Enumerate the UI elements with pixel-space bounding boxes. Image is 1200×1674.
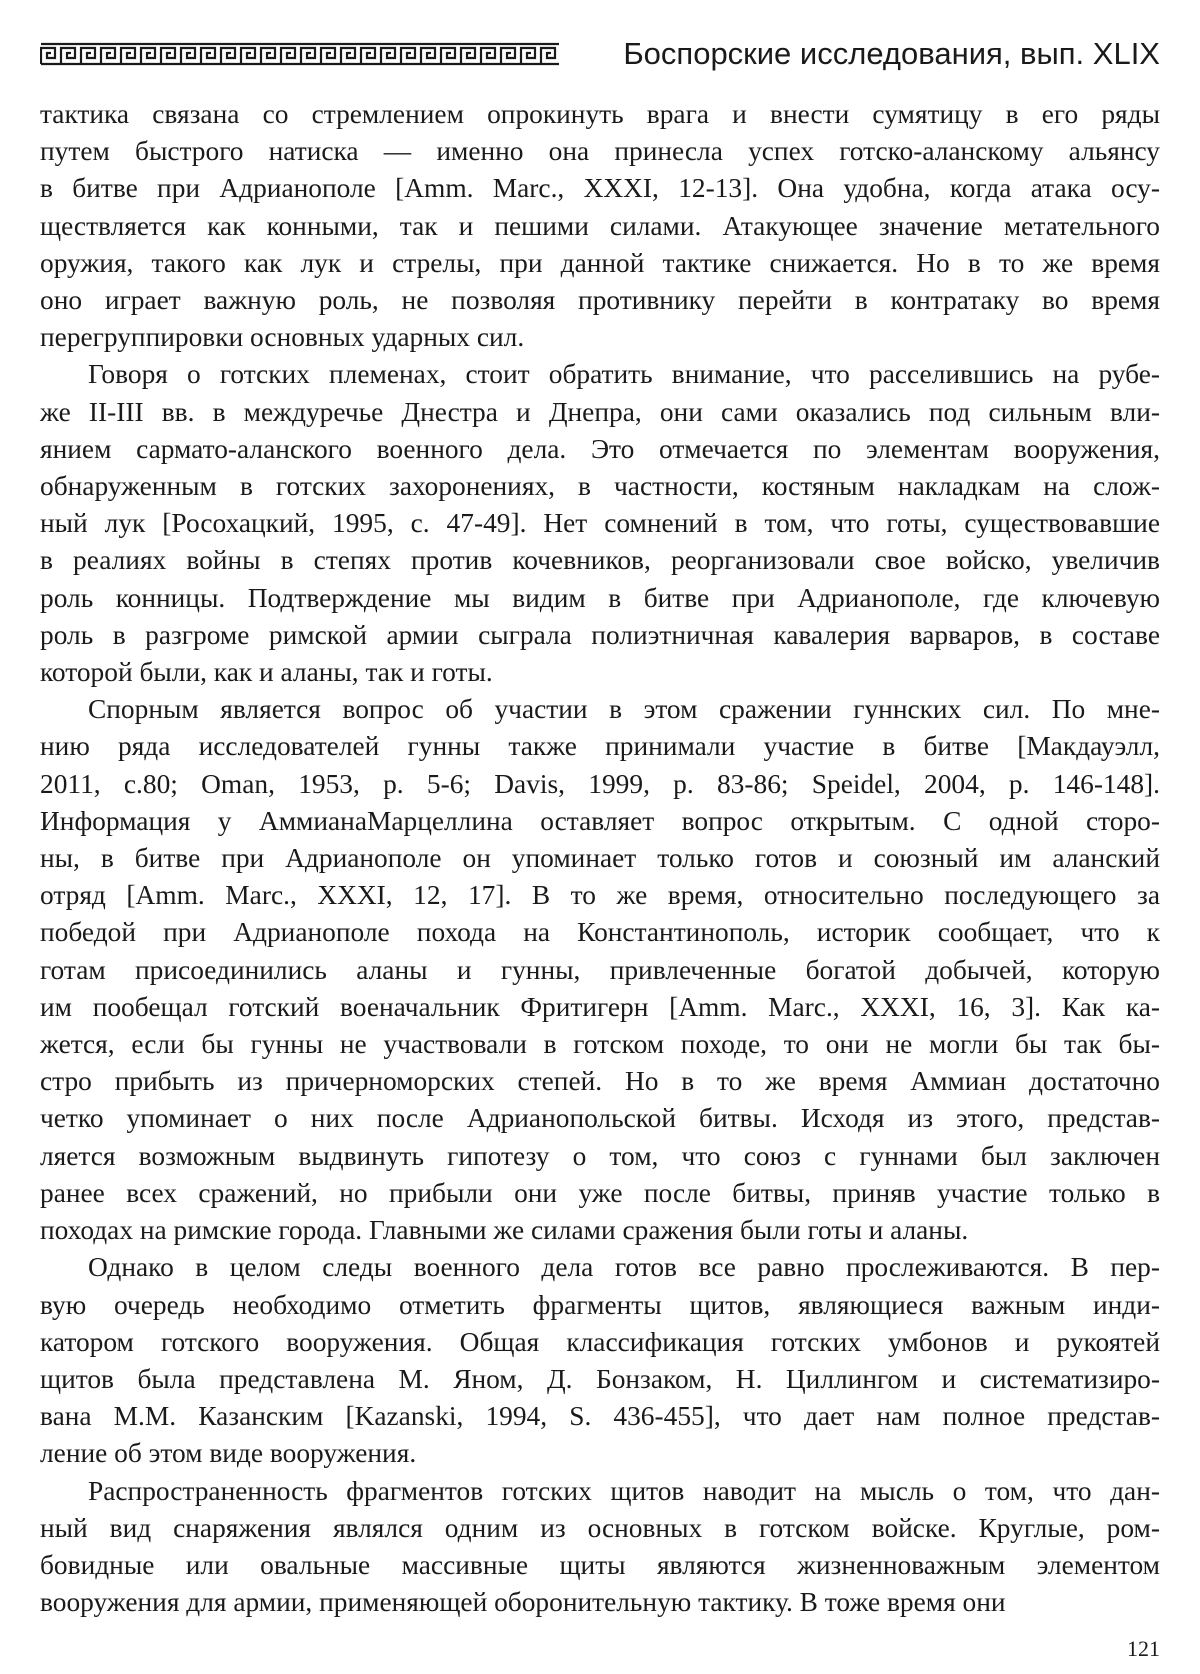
text-line: в реалиях войны в степях против кочевников, реорганизовали свое войско, увеличив xyxy=(40,545,1160,576)
text-line: роль конницы. Подтверждение мы видим в битве при Адрианополе, где ключевую xyxy=(40,582,1160,613)
meander-unit xyxy=(61,48,75,64)
meander-unit xyxy=(181,48,195,64)
meander-unit xyxy=(41,48,55,64)
text-line: отряд [Amm. Marc., XXXI, 12, 17]. В то же время, относительно последующего за xyxy=(40,880,1160,911)
meander-unit xyxy=(541,48,555,64)
meander-unit xyxy=(81,48,95,64)
text-line: вооружения для армии, применяющей оборонительную тактику. В тоже время они xyxy=(40,1587,1006,1618)
text-line: стро прибыть из причерноморских степей. Но в то же время Аммиан достаточно xyxy=(40,1066,1160,1097)
text-line: путем быстрого натиска — именно она принесла успех готско-аланскому альянсу xyxy=(40,136,1160,167)
meander-unit xyxy=(261,48,275,64)
meander-unit xyxy=(101,48,115,64)
meander-unit xyxy=(241,48,255,64)
text-line: походах на римские города. Главными же силами сражения были готы и аланы. xyxy=(40,1215,969,1246)
text-line: ранее всех сражений, но прибыли они уже после битвы, приняв участие только в xyxy=(40,1177,1160,1208)
text-line: Однако в целом следы военного дела готов все равно прослеживаются. В пер- xyxy=(88,1252,1160,1283)
text-line: ны, в битве при Адрианополе он упоминает только готов и союзный им аланский xyxy=(40,843,1160,874)
text-line: готам присоединились аланы и гунны, привлеченные богатой добычей, которую xyxy=(40,954,1160,985)
text-line: жется, если бы гунны не участвовали в готском походе, то они не могли бы так бы- xyxy=(40,1029,1160,1060)
text-line: четко упоминает о них после Адрианопольской битвы. Исходя из этого, представ- xyxy=(40,1103,1160,1134)
text-line: вую очередь необходимо отметить фрагменты щитов, являющиеся важным инди- xyxy=(40,1289,1160,1320)
text-line: щитов была представлена М. Яном, Д. Бонзаком, Н. Циллингом и систематизиро- xyxy=(40,1363,1160,1394)
meander-unit xyxy=(301,48,315,64)
text-line: роль в разгроме римской армии сыграла полиэтничная кавалерия варваров, в составе xyxy=(40,619,1160,650)
paragraph xyxy=(40,1473,1160,1622)
text-line: которой были, как и аланы, так и готы. xyxy=(40,657,493,688)
text-line: Информация у АммианаМарцеллина оставляет вопрос открытым. С одной сторо- xyxy=(40,805,1160,836)
text-line: ный вид снаряжения являлся одним из основных в готском войске. Круглые, ром- xyxy=(40,1512,1160,1543)
meander-unit xyxy=(381,48,395,64)
meander-unit xyxy=(121,48,135,64)
text-line: обнаруженным в готских захоронениях, в частности, костяным накладкам на слож- xyxy=(40,471,1160,502)
text-line: нию ряда исследователей гунны также принимали участие в битве [Макдауэлл, xyxy=(40,731,1160,762)
meander-unit xyxy=(461,48,475,64)
text-line: оно играет важную роль, не позволяя противнику перейти в контратаку во время xyxy=(40,285,1160,316)
page-number: 121 xyxy=(1127,1636,1160,1661)
meander-unit xyxy=(361,48,375,64)
text-line: Спорным является вопрос об участии в этом сражении гуннских сил. По мне- xyxy=(88,694,1160,725)
meander-unit xyxy=(521,48,535,64)
meander-unit xyxy=(161,48,175,64)
greek-key-ornament xyxy=(40,42,560,66)
text-line: же II-III вв. в междуречье Днестра и Днепра, они сами оказались под сильным вли- xyxy=(40,396,1160,427)
text-line: бовидные или овальные массивные щиты являются жизненноважным элементом xyxy=(40,1549,1160,1580)
meander-unit xyxy=(441,48,455,64)
meander-unit xyxy=(481,48,495,64)
meander-unit xyxy=(141,48,155,64)
text-line: тактика связана со стремлением опрокинуть врага и внести сумятицу в его ряды xyxy=(40,99,1160,129)
text-line: Распространенность фрагментов готских щитов наводит на мысль о том, что дан- xyxy=(88,1475,1160,1506)
paragraph xyxy=(40,356,1160,691)
article-body xyxy=(40,96,1160,1621)
text-line: победой при Адрианополе похода на Константинополь, историк сообщает, что к xyxy=(40,917,1160,948)
running-header xyxy=(40,32,1160,76)
meander-unit xyxy=(501,48,515,64)
meander-unit xyxy=(421,48,435,64)
text-line: Говоря о готских племенах, стоит обратить внимание, что расселившись на рубе- xyxy=(88,359,1160,390)
text-line: ление об этом виде вооружения. xyxy=(40,1438,417,1469)
text-line: ляется возможным выдвинуть гипотезу о том, что союз с гуннами был заключен xyxy=(40,1140,1160,1171)
text-line: катором готского вооружения. Общая классификация готских умбонов и рукоятей xyxy=(40,1326,1160,1357)
meander-unit xyxy=(201,48,215,64)
text-line: им пообещал готский военачальник Фритигерн [Amm. Marc., XXXI, 16, 3]. Как ка- xyxy=(40,991,1160,1022)
meander-unit xyxy=(401,48,415,64)
meander-unit xyxy=(281,48,295,64)
text-line: ный лук [Росохацкий, 1995, с. 47-49]. Нет сомнений в том, что готы, существовавшие xyxy=(40,508,1160,539)
journal-title: Боспорские исследования, вып. XLIX xyxy=(623,36,1160,71)
text-line: в битве при Адрианополе [Amm. Marc., XXXI, 12-13]. Она удобна, когда атака осу- xyxy=(40,173,1160,204)
meander-unit xyxy=(221,48,235,64)
meander-unit xyxy=(321,48,335,64)
text-line: ществляется как конными, так и пешими силами. Атакующее значение метательного xyxy=(40,210,1160,241)
paragraph xyxy=(40,691,1160,1249)
meander-unit xyxy=(341,48,355,64)
text-line: вана М.М. Казанским [Kazanski, 1994, S. 436-455], что дает нам полное представ- xyxy=(40,1401,1160,1432)
text-line: перегруппировки основных ударных сил. xyxy=(40,322,525,353)
text-line: 2011, с.80; Oman, 1953, p. 5-6; Davis, 1999, p. 83-86; Speidel, 2004, p. 146-148]. xyxy=(40,768,1160,799)
text-line: янием сармато-аланского военного дела. Это отмечается по элементам вооружения, xyxy=(40,433,1160,464)
text-line: оружия, такого как лук и стрелы, при данной тактике снижается. Но в то же время xyxy=(40,247,1160,278)
paragraph xyxy=(40,1249,1160,1472)
paragraph xyxy=(40,96,1160,356)
